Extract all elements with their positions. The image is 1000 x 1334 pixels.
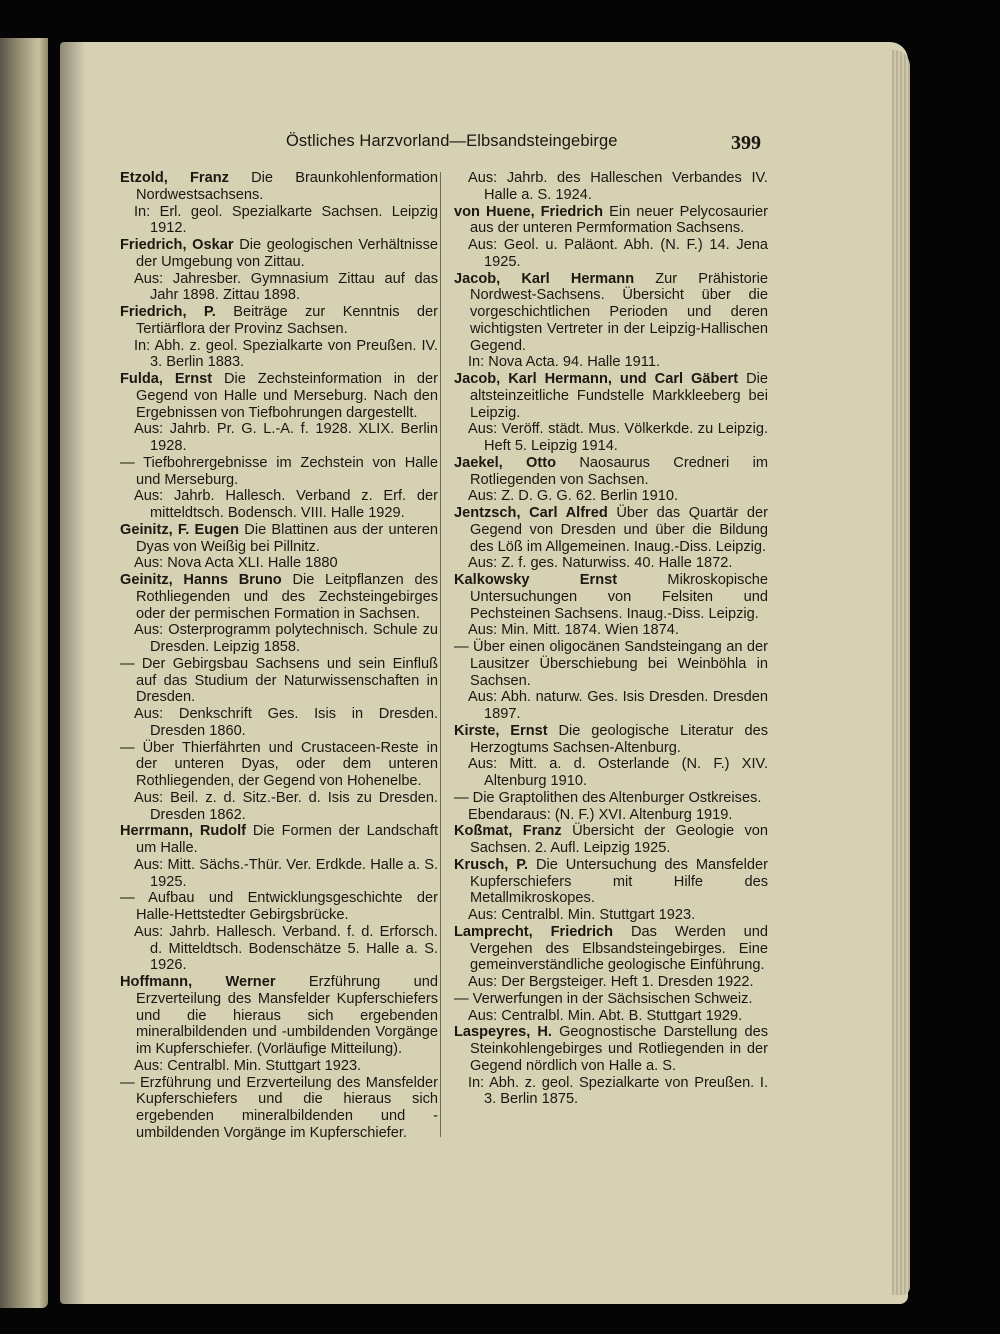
entry-source: Aus: Z. f. ges. Naturwiss. 40. Halle 1872. bbox=[468, 555, 733, 572]
entry-source: Aus: Jahrb. Hallesch. Verband. f. d. Erforsch. d. Mitteldtsch. Bodenschätze 5. Halle a. S. 1926. bbox=[134, 923, 438, 974]
entry-title-line bbox=[454, 1024, 768, 1074]
entry-author: Geinitz, F. Eugen bbox=[120, 521, 240, 538]
entry-source: Aus: Denkschrift Ges. Isis in Dresden. Dresden 1860. bbox=[134, 706, 438, 739]
entry-title-line bbox=[120, 890, 438, 924]
bibliography-entry bbox=[454, 639, 768, 723]
entry-title: Übersicht der Geologie von Sachsen. 2. Aufl. Leipzig 1925. bbox=[470, 823, 768, 856]
entry-author: Jacob, Karl Hermann, und Carl Gäbert bbox=[454, 371, 739, 387]
entry-source: Aus: Centralbl. Min. Abt. B. Stuttgart 1929. bbox=[468, 1007, 743, 1024]
entry-title-line bbox=[454, 723, 768, 757]
bibliography-entry bbox=[120, 237, 438, 304]
entry-title: Die Zechsteinformation in der Gegend von Halle und Merseburg. Nach den Ergebnissen von Tiefbohrungen dargestellt. bbox=[136, 371, 439, 421]
entry-title-line bbox=[454, 823, 768, 857]
bibliography-entry bbox=[120, 304, 438, 371]
bibliography-entry bbox=[120, 170, 438, 237]
entry-title: Die geologische Literatur des Herzogtums Sachsen-Altenburg. bbox=[470, 722, 768, 756]
entry-title: Die Leitpflanzen des Rothliegenden und des Zechsteingebirges oder der permischen Formation in Sachsen. bbox=[136, 572, 439, 622]
entry-source: Aus: Geol. u. Paläont. Abh. (N. F.) 14. Jena 1925. bbox=[468, 237, 768, 270]
page-number: 399 bbox=[731, 132, 761, 154]
entry-title-line bbox=[120, 1075, 438, 1142]
entry-author: Laspeyres, H. bbox=[454, 1024, 552, 1041]
running-head: Östliches Harzvorland—Elbsandsteingebirge bbox=[286, 132, 618, 150]
entry-title-line bbox=[120, 304, 438, 338]
entry-author: Herrmann, Rudolf bbox=[120, 823, 247, 840]
entry-title-line bbox=[454, 371, 768, 421]
entry-source: Aus: Jahrb. des Halleschen Verbandes IV. Halle a. S. 1924. bbox=[468, 170, 768, 203]
bibliography-entry bbox=[454, 170, 768, 204]
bibliography-entry bbox=[454, 991, 768, 1025]
bibliography-entry bbox=[454, 371, 768, 455]
bibliography-entry bbox=[120, 371, 438, 455]
page-stack-edge bbox=[892, 50, 910, 1295]
entry-title: Naosaurus Credneri im Rotliegenden von Sachsen. bbox=[470, 454, 769, 488]
bibliography-entry bbox=[120, 740, 438, 824]
entry-title-line bbox=[120, 823, 438, 857]
entry-title-line bbox=[454, 455, 768, 489]
bibliography-entry bbox=[454, 572, 768, 639]
entry-title-line bbox=[454, 572, 768, 622]
entry-title: — Aufbau und Entwicklungsgeschichte der Halle-Hettstedter Gebirgsbrücke. bbox=[120, 890, 438, 923]
column-divider bbox=[440, 172, 441, 1137]
entry-author: Friedrich, P. bbox=[120, 304, 216, 320]
entry-title-line bbox=[120, 740, 438, 790]
entry-title: Beiträge zur Kenntnis der Tertiärflora der Provinz Sachsen. bbox=[136, 304, 438, 337]
entry-source: Aus: Beil. z. d. Sitz.-Ber. d. Isis zu Dresden. Dresden 1862. bbox=[134, 789, 438, 823]
bibliography-entry bbox=[454, 723, 768, 790]
entry-title: Mikroskopische Untersuchungen von Felsiten und Pechsteinen Sachsens. Inaug.-Diss. Leipzig. bbox=[470, 572, 768, 622]
bibliography-entry bbox=[120, 572, 438, 656]
entry-title: — Tiefbohrergebnisse im Zechstein von Halle und Merseburg. bbox=[120, 454, 438, 488]
bibliography-entry bbox=[120, 656, 438, 740]
entry-title: Die geologischen Verhältnisse der Umgebung von Zittau. bbox=[136, 237, 438, 270]
entry-source: Aus: Abh. naturw. Ges. Isis Dresden. Dresden 1897. bbox=[468, 689, 768, 722]
entry-title: Die Formen der Landschaft um Halle. bbox=[136, 823, 438, 856]
entry-title-line bbox=[454, 924, 768, 974]
bibliography-entry bbox=[454, 271, 768, 372]
entry-author: Koßmat, Franz bbox=[454, 823, 562, 840]
left-column bbox=[120, 170, 438, 1142]
bibliography-entry bbox=[454, 505, 768, 572]
entry-title-line bbox=[120, 656, 438, 706]
entry-author: Kirste, Ernst bbox=[454, 722, 548, 739]
entry-title-line bbox=[120, 974, 438, 1058]
entry-title-line bbox=[454, 271, 768, 355]
entry-title-line bbox=[454, 204, 768, 238]
entry-source: Aus: Jahrb. Pr. G. L.-A. f. 1928. XLIX. Berlin 1928. bbox=[134, 421, 438, 454]
entry-author: Jentzsch, Carl Alfred bbox=[454, 505, 608, 521]
entry-source: Aus: Centralbl. Min. Stuttgart 1923. bbox=[468, 907, 696, 923]
entry-source: In: Nova Acta. 94. Halle 1911. bbox=[468, 354, 660, 371]
entry-title: — Über Thierfährten und Crustaceen-Reste in der unteren Dyas, oder dem unteren Rothliegenden, der Gegend von Hohenelbe. bbox=[120, 739, 438, 789]
bibliography-entry bbox=[454, 1024, 768, 1108]
entry-title-line bbox=[454, 505, 768, 555]
bibliography-entry bbox=[454, 204, 768, 271]
bibliography-entry bbox=[454, 823, 768, 857]
entry-source: Aus: Centralbl. Min. Stuttgart 1923. bbox=[134, 1057, 362, 1074]
entry-title-line bbox=[120, 572, 438, 622]
entry-title: Die altsteinzeitliche Fundstelle Markkleeberg bei Leipzig. bbox=[470, 371, 768, 421]
left-page-edge bbox=[0, 38, 48, 1308]
entry-source: In: Erl. geol. Spezialkarte Sachsen. Leipzig 1912. bbox=[134, 203, 438, 237]
entry-source: Aus: Z. D. G. G. 62. Berlin 1910. bbox=[468, 488, 679, 505]
entry-title-line bbox=[454, 991, 768, 1008]
entry-title: Über das Quartär der Gegend von Dresden und über die Bildung des Löß im Allgemeinen. Inaug.-Diss. Leipzig. bbox=[470, 505, 768, 555]
gutter-shadow bbox=[60, 42, 86, 1304]
entry-title: Das Werden und Vergehen des Elbsandsteingebirges. Eine gemeinverständliche geologische Einführung. bbox=[470, 923, 768, 974]
bibliography-entry bbox=[120, 890, 438, 974]
entry-title-line bbox=[454, 790, 768, 807]
bibliography-entry bbox=[120, 974, 438, 1075]
entry-title: Erzführung und Erzverteilung des Mansfelder Kupferschiefers und die hieraus sich ergebenden mineralbildenden und -umbildenden Vorgänge im Kupferschiefer. (Vorläufige Mitteilung). bbox=[136, 974, 438, 1057]
entry-title-line bbox=[120, 455, 438, 489]
entry-source: Aus: Jahresber. Gymnasium Zittau auf das Jahr 1898. Zittau 1898. bbox=[134, 270, 438, 304]
entry-title-line bbox=[120, 237, 438, 271]
entry-author: Jacob, Karl Hermann bbox=[454, 270, 635, 287]
entry-title: — Die Graptolithen des Altenburger Ostkreises. bbox=[454, 789, 762, 806]
entry-title: Geognostische Darstellung des Steinkohlengebirges und Rotliegenden in der Gegend nördlich von Halle a. S. bbox=[470, 1024, 768, 1074]
bibliography-entry bbox=[120, 823, 438, 890]
bibliography-entry bbox=[120, 455, 438, 522]
entry-source: Aus: Mitt. Sächs.-Thür. Ver. Erdkde. Halle a. S. 1925. bbox=[134, 856, 438, 890]
bibliography-entry bbox=[120, 522, 438, 572]
entry-source: In: Abh. z. geol. Spezialkarte von Preußen. IV. 3. Berlin 1883. bbox=[134, 337, 438, 371]
entry-title: Ein neuer Pelycosaurier aus der unteren Permformation Sachsens. bbox=[470, 203, 768, 237]
entry-author: Kalkowsky Ernst bbox=[454, 572, 618, 588]
entry-title: Die Untersuchung des Mansfelder Kupferschiefers mit Hilfe des Metallmikroskopes. bbox=[470, 856, 769, 907]
entry-title: Die Braunkohlenformation Nordwestsachsens. bbox=[136, 170, 438, 203]
entry-title: Die Blattinen aus der unteren Dyas von Weißig bei Pillnitz. bbox=[136, 521, 438, 555]
bibliography-entry bbox=[454, 455, 768, 505]
entry-source: Aus: Der Bergsteiger. Heft 1. Dresden 1922. bbox=[468, 974, 754, 990]
entry-source: Aus: Nova Acta XLI. Halle 1880 bbox=[134, 555, 338, 572]
entry-author: von Huene, Friedrich bbox=[454, 203, 604, 220]
bibliography-entry bbox=[454, 924, 768, 991]
entry-author: Friedrich, Oskar bbox=[120, 237, 234, 253]
entry-author: Fulda, Ernst bbox=[120, 371, 213, 387]
bibliography-entry bbox=[454, 790, 768, 824]
entry-source: Aus: Osterprogramm polytechnisch. Schule zu Dresden. Leipzig 1858. bbox=[134, 622, 438, 655]
entry-author: Jaekel, Otto bbox=[454, 454, 557, 471]
bibliography-entry bbox=[120, 1075, 438, 1142]
entry-source: In: Abh. z. geol. Spezialkarte von Preußen. I. 3. Berlin 1875. bbox=[468, 1074, 768, 1108]
entry-source: Aus: Jahrb. Hallesch. Verband z. Erf. der mitteldtsch. Bodensch. VIII. Halle 1929. bbox=[134, 488, 438, 521]
entry-author: Hoffmann, Werner bbox=[120, 974, 276, 990]
entry-title: — Erzführung und Erzverteilung des Mansfelder Kupferschiefers und die hieraus sich ergebenden mineralbildenden und -umbildenden Vorgänge im Kupferschiefer. bbox=[120, 1074, 438, 1141]
entry-title: — Verwerfungen in der Sächsischen Schweiz. bbox=[454, 990, 753, 1007]
right-column bbox=[454, 170, 768, 1108]
entry-title-line bbox=[120, 522, 438, 556]
entry-source: Ebendaraus: (N. F.) XVI. Altenburg 1919. bbox=[468, 806, 733, 823]
entry-author: Krusch, P. bbox=[454, 856, 529, 873]
entry-source: Aus: Veröff. städt. Mus. Völkerkde. zu Leipzig. Heft 5. Leipzig 1914. bbox=[468, 421, 768, 454]
entry-title: Zur Prähistorie Nordwest-Sachsens. Übersicht über die vorgeschichtlichen Perioden und deren wichtigsten Vertreter in der Leipzig-Hallischen Gegend. bbox=[470, 270, 768, 354]
entry-author: Geinitz, Hanns Bruno bbox=[120, 572, 282, 588]
entry-title-line bbox=[454, 639, 768, 689]
entry-title: — Über einen oligocänen Sandsteingang an der Lausitzer Überschiebung bei Weinböhla in Sachsen. bbox=[454, 639, 768, 689]
entry-source: Aus: Mitt. a. d. Osterlande (N. F.) XIV. Altenburg 1910. bbox=[468, 756, 768, 789]
entry-title-line bbox=[120, 170, 438, 204]
entry-title: — Der Gebirgsbau Sachsens und sein Einfluß auf das Studium der Naturwissenschaften in Dresden. bbox=[120, 655, 438, 706]
entry-title-line bbox=[120, 371, 438, 421]
bibliography-entry bbox=[454, 857, 768, 924]
entry-author: Etzold, Franz bbox=[120, 170, 229, 186]
entry-title-line bbox=[454, 857, 768, 907]
entry-author: Lamprecht, Friedrich bbox=[454, 923, 614, 940]
entry-source: Aus: Min. Mitt. 1874. Wien 1874. bbox=[468, 622, 679, 639]
